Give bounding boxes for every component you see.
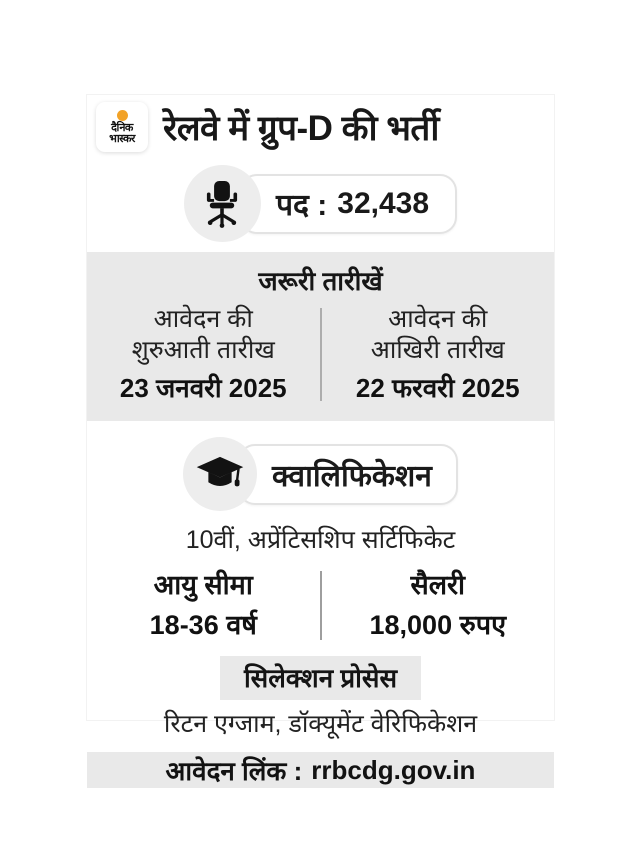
start-date-value: 23 जनवरी 2025 [119,373,287,403]
office-chair-icon [184,165,261,242]
selection-process-heading: सिलेक्शन प्रोसेस [220,656,421,700]
end-date-label: आवेदन की आखिरी तारीख [370,305,505,364]
end-date-column [322,304,555,405]
application-link-band [87,752,554,788]
age-salary-columns [87,569,554,642]
end-date-value: 22 फरवरी 2025 [355,373,520,403]
important-dates-heading: जरूरी तारीखें [258,266,383,296]
qualification-badge [183,437,458,511]
salary-label: सैलरी [410,570,466,600]
dainik-bhaskar-logo [96,102,148,152]
application-link[interactable]: rrbcdg.gov.in [311,754,476,785]
start-date-column [87,304,320,405]
posts-label: पद : [275,189,328,222]
logo-text-line2: भास्कर [109,132,135,145]
important-dates-section [87,252,554,421]
application-link-label: आवेदन लिंक : [165,756,303,786]
logo-text-line1: दैनिक [111,121,133,134]
sun-dot-icon [117,110,128,121]
graduation-cap-icon [183,437,257,511]
age-label: आयु सीमा [153,570,253,600]
qualification-label: क्वालिफिकेशन [272,459,432,493]
infographic-card [86,94,555,786]
qualification-pill [238,444,458,505]
salary-column [322,569,555,642]
age-column [87,569,320,642]
start-date-label: आवेदन की शुरुआती तारीख [131,305,275,364]
header [87,102,554,152]
qualification-detail: 10वीं, अप्रेंटिसशिप सर्टिफिकेट [185,526,456,554]
selection-process-detail: रिटन एग्जाम, डॉक्यूमेंट वेरिफिकेशन [163,710,478,738]
salary-value: 18,000 रुपए [369,610,506,640]
age-value: 18-36 वर्ष [149,610,257,640]
dates-columns [87,304,554,405]
page-title: रेलवे में ग्रुप-D की भर्ती [163,108,439,148]
posts-count: 32,438 [337,186,430,220]
posts-pill [240,174,457,234]
posts-badge [184,165,457,242]
